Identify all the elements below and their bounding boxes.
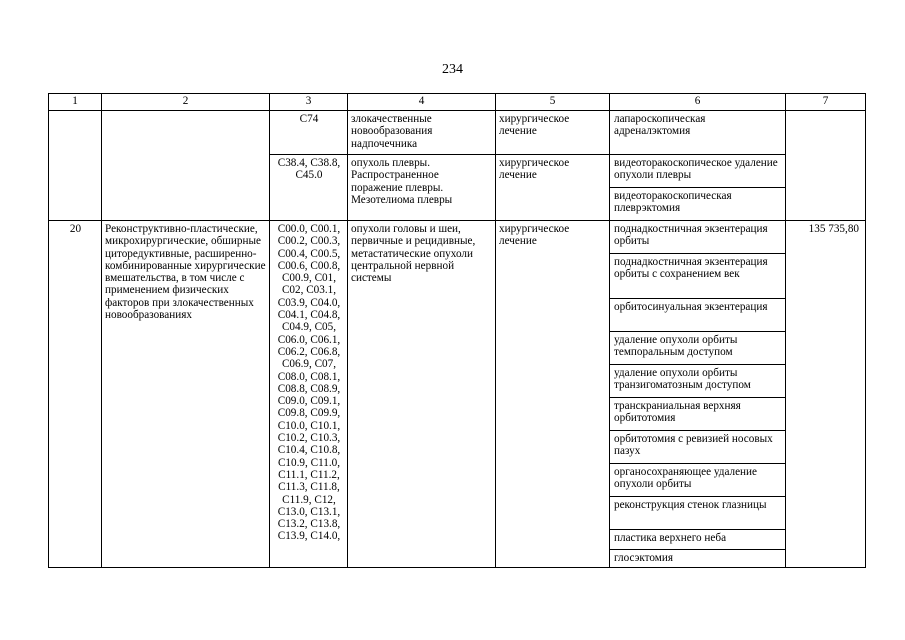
cell-cost: 135 735,80: [786, 221, 866, 568]
table-row: [49, 111, 866, 155]
services-table: [48, 93, 866, 568]
cell-method: реконструкция стенок глазницы: [610, 497, 786, 530]
cell-name-empty: [102, 111, 270, 221]
column-header: 6: [610, 94, 786, 111]
column-header: 2: [102, 94, 270, 111]
cell-method: видеоторакоскопическое удаление опухоли плевры: [610, 155, 786, 188]
cell-method: глосэктомия: [610, 550, 786, 568]
cell-method: пластика верхнего неба: [610, 530, 786, 550]
page-number: 234: [442, 62, 463, 77]
column-header: 3: [270, 94, 348, 111]
column-header: 7: [786, 94, 866, 111]
cell-method: видеоторакоскопическая плеврэктомия: [610, 188, 786, 221]
cell-cost-empty: [786, 111, 866, 221]
cell-diagnosis: опухоли головы и шеи, первичные и рецидивные, метастатические опухоли центральной нервной системы: [348, 221, 496, 568]
table-row: [49, 221, 866, 254]
cell-method: удаление опухоли орбиты транзигоматозным доступом: [610, 365, 786, 398]
cell-diagnosis: злокачественные новообразования надпочечника: [348, 111, 496, 155]
cell-codes: C38.4, C38.8, C45.0: [270, 155, 348, 221]
header-row: [49, 94, 866, 111]
cell-number-empty: [49, 111, 102, 221]
cell-method: орбитосинуальная экзентерация: [610, 299, 786, 332]
column-header: 1: [49, 94, 102, 111]
cell-method: лапароскопическая адреналэктомия: [610, 111, 786, 155]
cell-method: орбитотомия с ревизией носовых пазух: [610, 431, 786, 464]
cell-method: удаление опухоли орбиты темпоральным доступом: [610, 332, 786, 365]
cell-number: 20: [49, 221, 102, 568]
cell-method: органосохраняющее удаление опухоли орбиты: [610, 464, 786, 497]
cell-treatment: хирургическое лечение: [496, 155, 610, 221]
cell-method: поднадкостничная экзентерация орбиты: [610, 221, 786, 254]
cell-treatment: хирургическое лечение: [496, 221, 610, 568]
column-header: 4: [348, 94, 496, 111]
cell-name: Реконструктивно-пластические, микрохирургические, обширные циторедуктивные, расширенно-комбинированные хирургические вмешательства, в том числе с применением физических факторов при злокачественных новообразованиях: [102, 221, 270, 568]
cell-codes: C00.0, C00.1, C00.2, C00.3, C00.4, C00.5, C00.6, C00.8, C00.9, C01, C02, C03.1, C03.9, C04.0, C04.1, C04.8, C04.9, C05, C06.0, C06.1, C06.2, C06.8, C06.9, C07, C08.0, C08.1, C08.8, C08.9, C09.0, C09.1, C09.8, C09.9, C10.0, C10.1, C10.2, C10.3, C10.4, C10.8, C10.9, C11.0, C11.1, C11.2, C11.3, C11.8, C11.9, C12, C13.0, C13.1, C13.2, C13.8, C13.9, C14.0,: [270, 221, 348, 568]
cell-diagnosis: опухоль плевры. Распространенное поражение плевры. Мезотелиома плевры: [348, 155, 496, 221]
cell-codes: C74: [270, 111, 348, 155]
cell-method: поднадкостничная экзентерация орбиты с сохранением век: [610, 254, 786, 299]
cell-treatment: хирургическое лечение: [496, 111, 610, 155]
column-header: 5: [496, 94, 610, 111]
cell-method: транскраниальная верхняя орбитотомия: [610, 398, 786, 431]
